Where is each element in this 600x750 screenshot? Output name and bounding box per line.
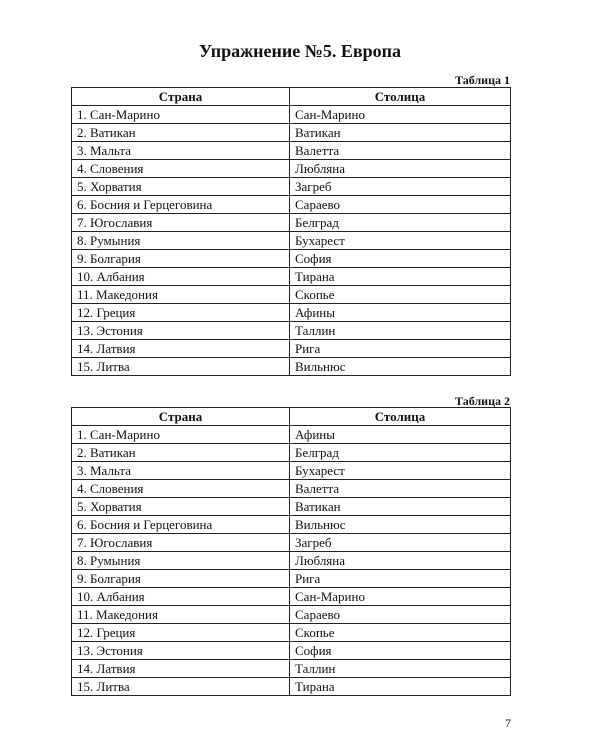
table-1-caption: Таблица 1 bbox=[455, 73, 510, 87]
capital-cell: Скопье bbox=[290, 286, 511, 304]
capital-cell: Сараево bbox=[290, 196, 511, 214]
table-row bbox=[72, 160, 511, 178]
table-row bbox=[72, 516, 511, 534]
country-cell: 9. Болгария bbox=[72, 570, 290, 588]
country-cell: 3. Мальта bbox=[72, 462, 290, 480]
country-cell: 1. Сан-Марино bbox=[72, 426, 290, 444]
table-row bbox=[72, 606, 511, 624]
capital-cell: Вильнюс bbox=[290, 358, 511, 376]
country-cell: 4. Словения bbox=[72, 480, 290, 498]
table-row bbox=[72, 358, 511, 376]
capital-cell: Рига bbox=[290, 340, 511, 358]
country-cell: 10. Албания bbox=[72, 588, 290, 606]
country-cell: 13. Эстония bbox=[72, 322, 290, 340]
column-header-country: Страна bbox=[72, 408, 290, 426]
capital-cell: Вильнюс bbox=[290, 516, 511, 534]
table-row bbox=[72, 106, 511, 124]
column-header-capital: Столица bbox=[290, 88, 511, 106]
table-row bbox=[72, 322, 511, 340]
capital-cell: Белград bbox=[290, 214, 511, 232]
capital-cell: София bbox=[290, 250, 511, 268]
capital-cell: София bbox=[290, 642, 511, 660]
country-cell: 13. Эстония bbox=[72, 642, 290, 660]
country-cell: 8. Румыния bbox=[72, 232, 290, 250]
table-2-caption: Таблица 2 bbox=[455, 394, 510, 408]
table-row bbox=[72, 534, 511, 552]
country-cell: 2. Ватикан bbox=[72, 124, 290, 142]
country-cell: 14. Латвия bbox=[72, 340, 290, 358]
table-row bbox=[72, 480, 511, 498]
capital-cell: Ватикан bbox=[290, 124, 511, 142]
table-row bbox=[72, 178, 511, 196]
table-row bbox=[72, 660, 511, 678]
table-row bbox=[72, 642, 511, 660]
country-cell: 7. Югославия bbox=[72, 534, 290, 552]
country-cell: 10. Албания bbox=[72, 268, 290, 286]
capital-cell: Афины bbox=[290, 426, 511, 444]
capital-cell: Тирана bbox=[290, 678, 511, 696]
table-row bbox=[72, 426, 511, 444]
country-cell: 6. Босния и Герцеговина bbox=[72, 516, 290, 534]
table-row bbox=[72, 196, 511, 214]
capital-cell: Тирана bbox=[290, 268, 511, 286]
capital-cell: Бухарест bbox=[290, 462, 511, 480]
country-cell: 3. Мальта bbox=[72, 142, 290, 160]
country-cell: 12. Греция bbox=[72, 304, 290, 322]
country-cell: 6. Босния и Герцеговина bbox=[72, 196, 290, 214]
country-cell: 2. Ватикан bbox=[72, 444, 290, 462]
capital-cell: Бухарест bbox=[290, 232, 511, 250]
table-row bbox=[72, 214, 511, 232]
table-row bbox=[72, 232, 511, 250]
table-row bbox=[72, 340, 511, 358]
capital-cell: Белград bbox=[290, 444, 511, 462]
table-row bbox=[72, 588, 511, 606]
table-row bbox=[72, 570, 511, 588]
table-row bbox=[72, 268, 511, 286]
table-1 bbox=[71, 87, 511, 376]
table-row bbox=[72, 552, 511, 570]
capital-cell: Валетта bbox=[290, 480, 511, 498]
page-title: Упражнение №5. Европа bbox=[199, 41, 401, 61]
capital-cell: Афины bbox=[290, 304, 511, 322]
table-row bbox=[72, 304, 511, 322]
table-row bbox=[72, 444, 511, 462]
country-cell: 14. Латвия bbox=[72, 660, 290, 678]
capital-cell: Сан-Марино bbox=[290, 588, 511, 606]
capital-cell: Таллин bbox=[290, 660, 511, 678]
country-cell: 11. Македония bbox=[72, 606, 290, 624]
table-header-row bbox=[72, 88, 511, 106]
capital-cell: Сараево bbox=[290, 606, 511, 624]
country-cell: 5. Хорватия bbox=[72, 178, 290, 196]
country-cell: 12. Греция bbox=[72, 624, 290, 642]
country-cell: 4. Словения bbox=[72, 160, 290, 178]
table-row bbox=[72, 286, 511, 304]
table-row bbox=[72, 142, 511, 160]
table-header-row bbox=[72, 408, 511, 426]
capital-cell: Скопье bbox=[290, 624, 511, 642]
table-2 bbox=[71, 407, 511, 696]
table-row bbox=[72, 678, 511, 696]
capital-cell: Сан-Марино bbox=[290, 106, 511, 124]
country-cell: 15. Литва bbox=[72, 358, 290, 376]
table-row bbox=[72, 624, 511, 642]
table-row bbox=[72, 250, 511, 268]
table-row bbox=[72, 498, 511, 516]
country-cell: 9. Болгария bbox=[72, 250, 290, 268]
capital-cell: Таллин bbox=[290, 322, 511, 340]
table-row bbox=[72, 124, 511, 142]
capital-cell: Загреб bbox=[290, 534, 511, 552]
column-header-country: Страна bbox=[72, 88, 290, 106]
table-row bbox=[72, 462, 511, 480]
column-header-capital: Столица bbox=[290, 408, 511, 426]
country-cell: 7. Югославия bbox=[72, 214, 290, 232]
country-cell: 1. Сан-Марино bbox=[72, 106, 290, 124]
page-number: 7 bbox=[505, 716, 511, 730]
country-cell: 11. Македония bbox=[72, 286, 290, 304]
capital-cell: Любляна bbox=[290, 160, 511, 178]
capital-cell: Валетта bbox=[290, 142, 511, 160]
capital-cell: Рига bbox=[290, 570, 511, 588]
capital-cell: Любляна bbox=[290, 552, 511, 570]
country-cell: 5. Хорватия bbox=[72, 498, 290, 516]
country-cell: 15. Литва bbox=[72, 678, 290, 696]
country-cell: 8. Румыния bbox=[72, 552, 290, 570]
capital-cell: Ватикан bbox=[290, 498, 511, 516]
capital-cell: Загреб bbox=[290, 178, 511, 196]
